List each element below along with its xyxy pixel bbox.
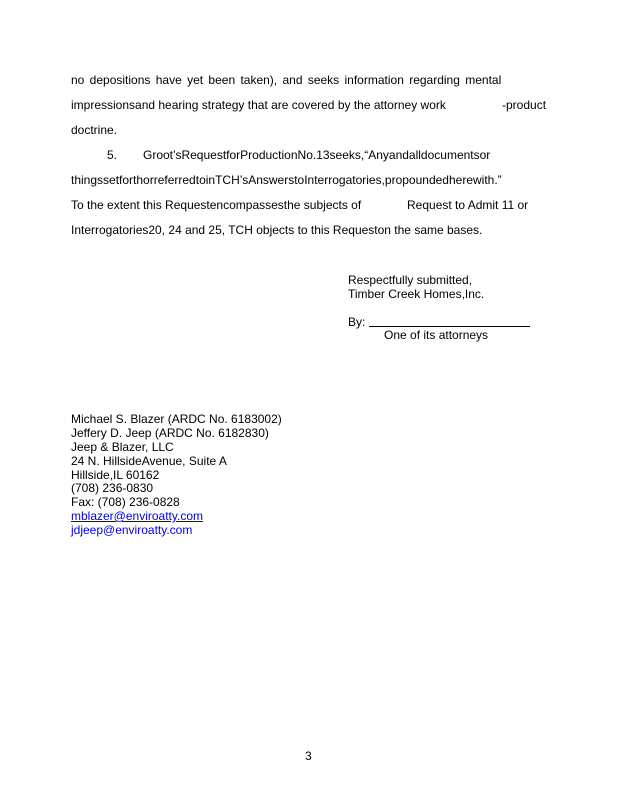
body-text-line: Interrogatories20, 24 and 25, TCH objects to this Requeston the same bases. (71, 223, 483, 237)
counsel-fax: Fax: (708) 236-0828 (71, 495, 180, 509)
body-text-line: Request to Admit 11 or (407, 198, 529, 212)
counsel-name-blazer: Michael S. Blazer (ARDC No. 6183002) (71, 412, 282, 426)
body-text-line: doctrine. (71, 123, 118, 137)
signature-role: One of its attorneys (384, 328, 489, 342)
signature-firm: Timber Creek Homes,Inc. (348, 287, 485, 301)
body-text-line: To the extent this Requestencompassesthe subjects of (71, 198, 362, 212)
counsel-name-jeep: Jeffery D. Jeep (ARDC No. 6182830) (71, 426, 269, 440)
body-text-line: -product (502, 98, 547, 112)
counsel-address-street: 24 N. HillsideAvenue, Suite A (71, 454, 227, 468)
page-number: 3 (305, 749, 312, 763)
email-link-jeep[interactable]: jdjeep@enviroatty.com (71, 523, 193, 537)
paragraph-number: 5. (107, 148, 118, 162)
body-text-line: impressionsand hearing strategy that are covered by the attorney work (71, 98, 446, 112)
signature-by-label: By: (348, 315, 366, 329)
signature-closing: Respectfully submitted, (348, 273, 473, 287)
body-text-line: thingssetforthorreferredtoinTCH’sAnswerstoInterrogatories,propoundedherewith.” (71, 173, 502, 187)
body-text-line: Groot’sRequestforProductionNo.13seeks,“Anyandalldocumentsor (143, 148, 491, 162)
signature-line (369, 326, 530, 327)
body-text-line: no depositions have yet been taken), and seeks information regarding mental (71, 73, 502, 87)
counsel-firm: Jeep & Blazer, LLC (71, 440, 174, 454)
email-link-blazer[interactable]: mblazer@enviroatty.com (71, 509, 203, 523)
counsel-phone: (708) 236-0830 (71, 481, 154, 495)
counsel-address-city: Hillside,IL 60162 (71, 468, 160, 482)
